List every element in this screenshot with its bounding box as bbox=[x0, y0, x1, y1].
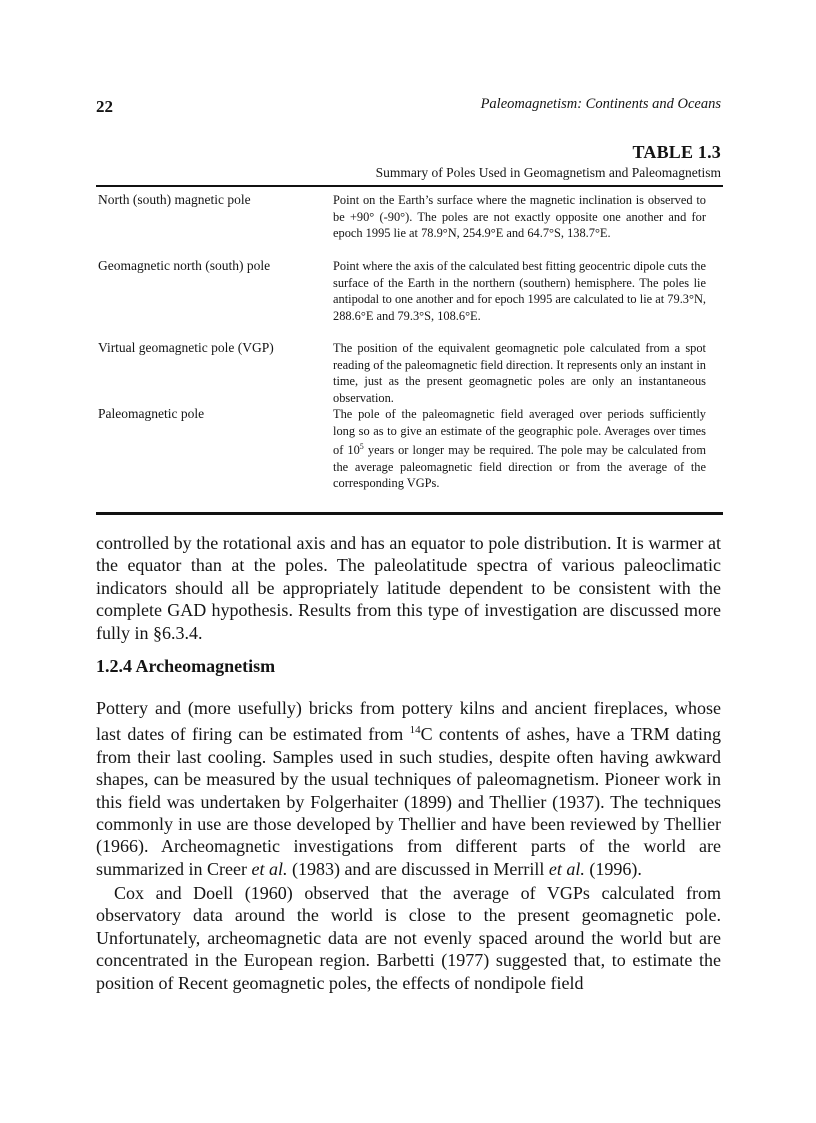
table-term-geomagnetic-pole: Geomagnetic north (south) pole bbox=[98, 258, 271, 273]
table-term-paleomagnetic-pole: Paleomagnetic pole bbox=[98, 406, 205, 421]
table-caption: Summary of Poles Used in Geomagnetism and Paleomagnetism bbox=[375, 165, 721, 180]
table-definition-geomagnetic-pole: Point where the axis of the calculated best fitting geocentric dipole cuts the surface of the Earth in the northern (southern) hemisphere. The poles lie antipodal to one another and for epoch 1995 are calculated to lie at 79.3°N, 288.6°E and 79.3°S, 108.6°E. bbox=[333, 259, 706, 323]
page-number: 22 bbox=[96, 97, 113, 116]
table-term-vgp: Virtual geomagnetic pole (VGP) bbox=[98, 340, 274, 355]
paragraph-archeomagnetism: Pottery and (more usefully) bricks from pottery kilns and ancient fireplaces, whose last dates of firing can be estimated from $^{14}$C contents of ashes, have a TRM dating from their last cooling. Samples used in such studies, despite often having awkward shapes, can be measured by the usual techniques of paleomagnetism. Pioneer work in this field was undertaken by Folgerhaiter (1899) and Thellier (1937). The techniques commonly in use are those developed by Thellier and have been reviewed by Thellier (1966). Archeomagnetic investigations from different parts of the world are summarized in Creer et al. (1983) and are discussed in Merrill et al. (1996). bbox=[96, 698, 721, 879]
table-bottom-rule bbox=[96, 512, 723, 515]
table-definition-vgp: The position of the equivalent geomagnetic pole calculated from a spot reading of the paleomagnetic field direction. It represents only an instant in time, just as the present geomagnetic poles are only an instantaneous observation. bbox=[333, 341, 706, 405]
section-heading: 1.2.4 Archeomagnetism bbox=[96, 656, 276, 676]
table-label: TABLE 1.3 bbox=[632, 142, 721, 162]
table-term-magnetic-pole: North (south) magnetic pole bbox=[98, 192, 251, 207]
paragraph-continuation: controlled by the rotational axis and has an equator to pole distribution. It is warmer at the equator than at the poles. The paleolatitude spectra of various paleoclimatic indicators should all be appropriately latitude dependent to be consistent with the complete GAD hypothesis. Results from this type of investigation are discussed more fully in §6.3.4. bbox=[96, 533, 721, 643]
paragraph-cox-doell: Cox and Doell (1960) observed that the average of VGPs calculated from observatory data around the world is close to the present geomagnetic pole. Unfortunately, archeomagnetic data are not evenly spaced around the world but are concentrated in the European region. Barbetti (1977) suggested that, to estimate the position of Recent geomagnetic poles, the effects of nondipole field bbox=[96, 883, 721, 993]
table-definition-magnetic-pole: Point on the Earth’s surface where the magnetic inclination is observed to be +90° (-90°). The poles are not exactly opposite one another and for epoch 1995 lie at 78.9°N, 254.9°E and 64.7°S, 138.7°E. bbox=[333, 193, 706, 240]
table-definition-paleomagnetic-pole: The pole of the paleomagnetic field averaged over periods sufficiently long so as to give an estimate of the geographic pole. Averages over times of $10^5$ years or longer may be required. The pole may be calculated from the average paleomagnetic field direction or from the average of the corresponding VGPs. bbox=[333, 407, 706, 491]
table-top-rule bbox=[96, 185, 723, 187]
running-head: Paleomagnetism: Continents and Oceans bbox=[480, 96, 721, 112]
